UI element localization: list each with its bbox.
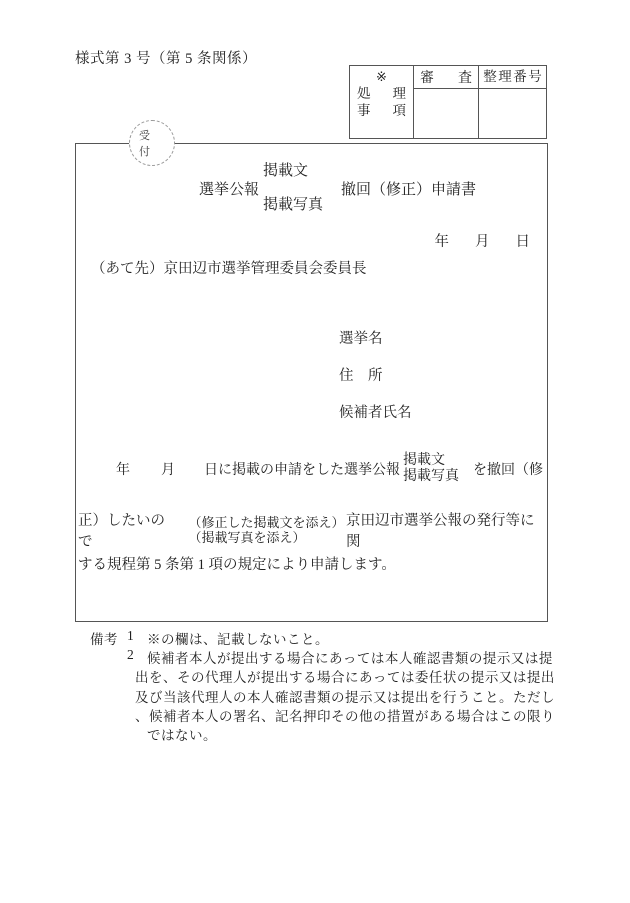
remark-item-text: ではない。: [147, 727, 217, 743]
addressee-line: （あて先）京田辺市選挙管理委員会委員長: [91, 261, 367, 277]
remark-item-number: 2: [127, 647, 135, 663]
processing-label-char: 項: [392, 103, 406, 118]
address-label: 住 所: [339, 368, 383, 384]
review-column: [413, 66, 478, 138]
body-line2-text: 正）したいので: [78, 513, 165, 550]
reception-stamp: [129, 120, 175, 166]
body-line1-text2: を撤回（修: [473, 462, 543, 478]
applicant-fields: [339, 332, 412, 443]
processing-label-char: 処: [357, 86, 371, 101]
doc-title-stack-bottom: 掲載写真: [263, 197, 324, 213]
remarks-line: [75, 724, 575, 743]
body-line1-stack-bottom: 掲載写真: [403, 468, 459, 484]
reception-stamp-label: 受付: [139, 130, 159, 158]
doc-title-stack: [263, 164, 323, 213]
remarks-line: [75, 686, 575, 705]
doc-title-left: 選挙公報: [199, 182, 260, 198]
ref-number-header: 整理番号: [479, 66, 546, 89]
remarks-line: [75, 628, 575, 647]
processing-table: [349, 65, 547, 139]
remarks-label: 備考: [90, 632, 118, 647]
body-year-label: 年: [116, 462, 130, 478]
application-form-box: [75, 143, 548, 622]
remark-item-number: 1: [127, 628, 135, 643]
processing-label-char: 事: [357, 103, 371, 118]
ref-number-entry-cell: [479, 89, 546, 138]
body-line-3: する規程第 5 条第 1 項の規定により申請します。: [78, 557, 396, 573]
body-month-label: 月: [161, 462, 175, 478]
processing-label-line1: [350, 85, 413, 102]
doc-title-right: 撤回（修正）申請書: [341, 182, 477, 198]
remarks-section: [75, 628, 575, 743]
candidate-name-label: 候補者氏名: [339, 405, 412, 421]
body-line-1: [116, 453, 543, 484]
date-year-label: 年: [434, 234, 449, 250]
remarks-line: [75, 705, 575, 724]
asterisk-mark: ※: [376, 69, 387, 84]
date-month-label: 月: [475, 234, 490, 250]
body-line2-stack-top: （修正した掲載文を添え）: [188, 514, 345, 530]
review-header: [414, 66, 478, 89]
remark-item-text: 、候補者本人の署名、記名押印その他の措置がある場合はこの限り: [135, 708, 555, 724]
document-title: [199, 164, 476, 213]
body-line1-stack-top: 掲載文: [403, 453, 445, 468]
body-line1-stack: [403, 453, 459, 484]
remarks-line: [75, 647, 575, 666]
remarks-line: [75, 666, 575, 685]
date-line: [435, 230, 531, 251]
body-line-2: [78, 509, 547, 551]
election-name-label: 選挙名: [339, 331, 383, 347]
review-entry-cell: [414, 89, 478, 138]
body-line2-text2: 京田辺市選挙公報の発行等に関: [345, 513, 535, 550]
body-line1-text: 日に掲載の申請をした選挙公報: [204, 462, 400, 478]
processing-items-cell: [350, 66, 413, 138]
body-line2-stack-bottom: （掲載写真を添え）: [188, 530, 306, 545]
ref-number-column: [478, 66, 546, 138]
remark-item-text: 候補者本人が提出する場合にあっては本人確認書類の提示又は提: [147, 651, 553, 667]
review-header-char: 査: [458, 71, 472, 86]
processing-label-char: 理: [392, 86, 406, 101]
doc-title-stack-top: 掲載文: [263, 163, 309, 179]
remark-item-text: ※の欄は、記載しないこと。: [147, 632, 329, 647]
processing-label-line2: [350, 102, 413, 119]
remark-item-text: 及び当該代理人の本人確認書類の提示又は提出を行うこと。ただし: [135, 689, 555, 705]
body-line2-stack: [189, 515, 343, 546]
remark-item-text: 出を、その代理人が提出する場合にあっては委任状の提示又は提出: [135, 670, 555, 686]
form-number: 様式第 3 号（第 5 条関係）: [75, 51, 257, 67]
review-header-char: 審: [420, 71, 434, 86]
date-day-label: 日: [515, 234, 530, 250]
